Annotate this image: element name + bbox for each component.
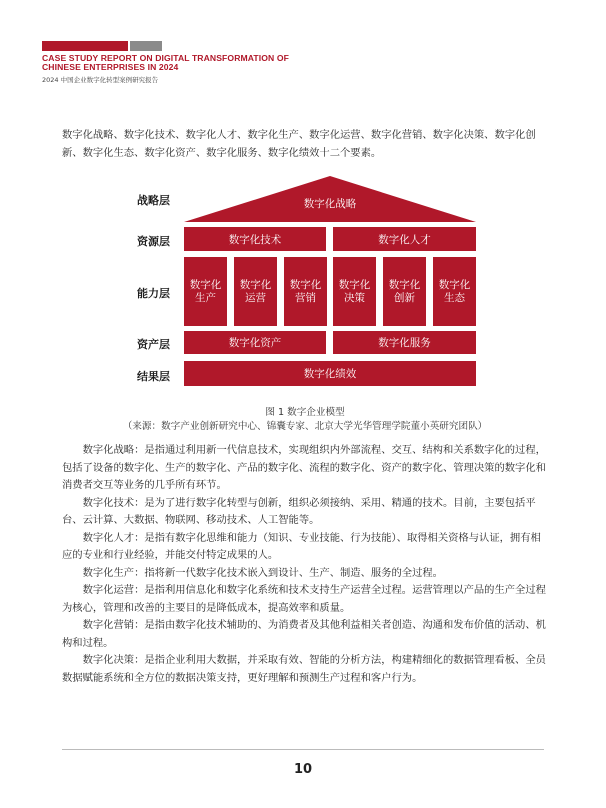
layer-label-asset: 资产层: [137, 338, 170, 351]
figure-caption-title: 图 1 数字企业模型: [265, 407, 345, 418]
capability-line1: 数字化: [289, 278, 322, 291]
capability-line2: 生态: [444, 291, 465, 304]
capability-box-innovation: [383, 257, 426, 326]
capability-box-ecosystem: [433, 257, 476, 326]
capability-line1: 数字化: [388, 278, 421, 291]
page-number: 10: [293, 762, 313, 777]
capability-line1: 数字化: [239, 278, 272, 291]
capability-box-decision: [333, 257, 376, 326]
capability-line1: 数字化: [338, 278, 371, 291]
capability-line2: 运营: [245, 291, 266, 304]
capability-line2: 决策: [344, 291, 365, 304]
intro-paragraph: 数字化战略、数字化技术、数字化人才、数字化生产、数字化运营、数字化营销、数字化决策、数字化创新、数字化生态、数字化资产、数字化服务、数字化绩效十二个要素。: [62, 129, 536, 159]
capability-line2: 生产: [195, 291, 216, 304]
capability-line1: 数字化: [189, 278, 222, 291]
footer-divider: [62, 749, 544, 750]
paragraph-digital-talent: 数字化人才：是指有数字化思维和能力（知识、专业技能、行为技能）、取得相关资格与认证，拥有相应的专业和行业经验，并能交付特定成果的人。: [62, 531, 541, 561]
capability-line2: 创新: [394, 291, 415, 304]
report-title: [42, 54, 402, 72]
layer-label-strategy: 战略层: [137, 194, 170, 207]
resource-box-talent: 数字化人才: [333, 227, 476, 251]
capability-box-marketing: [284, 257, 327, 326]
report-title-line-2: CHINESE ENTERPRISES IN 2024: [42, 62, 179, 72]
capability-line1: 数字化: [438, 278, 471, 291]
figure-caption-source: （来源：数字产业创新研究中心、锦囊专家、北京大学光华管理学院董小英研究团队）: [122, 421, 488, 432]
result-box-performance: 数字化绩效: [184, 361, 476, 386]
asset-box-assets: 数字化资产: [184, 331, 326, 354]
paragraph-digital-operations: 数字化运营：是指利用信息化和数字化系统和技术支持生产运营全过程。运营管理以产品的生产全过程为核心，管理和改善的主要目的是降低成本，提高效率和质量。: [62, 584, 546, 614]
paragraph-digital-decision: 数字化决策：是指企业利用大数据，并采取有效、智能的分析方法，构建精细化的数据管理看板、全员数据赋能系统和全方位的数据决策支持，更好理解和预测生产过程和客户行为。: [62, 654, 546, 684]
paragraph-digital-strategy: 数字化战略：是指通过利用新一代信息技术，实现组织内外部流程、交互、结构和关系数字化的过程，包括了设备的数字化、生产的数字化、产品的数字化、流程的数字化、资产的数字化、管理决策的数字化和消费者交互等业务的几乎所有环节。: [62, 444, 546, 491]
capability-box-production: [184, 257, 227, 326]
paragraph-digital-production: 数字化生产：指将新一代数字化技术嵌入到设计、生产、制造、服务的全过程。: [82, 566, 443, 579]
report-subtitle: 2024 中国企业数字化转型案例研究报告: [42, 76, 159, 84]
header-accent-bar-gray: [130, 41, 162, 51]
capability-box-operations: [234, 257, 277, 326]
layer-label-result: 结果层: [137, 370, 170, 383]
resource-box-technology: 数字化技术: [184, 227, 326, 251]
body-text: [62, 442, 548, 687]
report-title-line-1: CASE STUDY REPORT ON DIGITAL TRANSFORMATION OF: [42, 53, 289, 63]
paragraph-digital-technology: 数字化技术：是为了进行数字化转型与创新，组织必须接纳、采用、精通的技术。目前，主要包括平台、云计算、大数据、物联网、移动技术、人工智能等。: [62, 496, 536, 526]
layer-label-capability: 能力层: [137, 287, 170, 300]
capability-line2: 营销: [295, 291, 316, 304]
strategy-label: 数字化战略: [303, 198, 357, 210]
paragraph-digital-marketing: 数字化营销：是指由数字化技术辅助的、为消费者及其他利益相关者创造、沟通和发布价值的活动、机构和过程。: [62, 619, 546, 649]
layer-label-resource: 资源层: [137, 235, 170, 248]
asset-box-services: 数字化服务: [333, 331, 476, 354]
header-accent-bar-red: [42, 41, 128, 51]
